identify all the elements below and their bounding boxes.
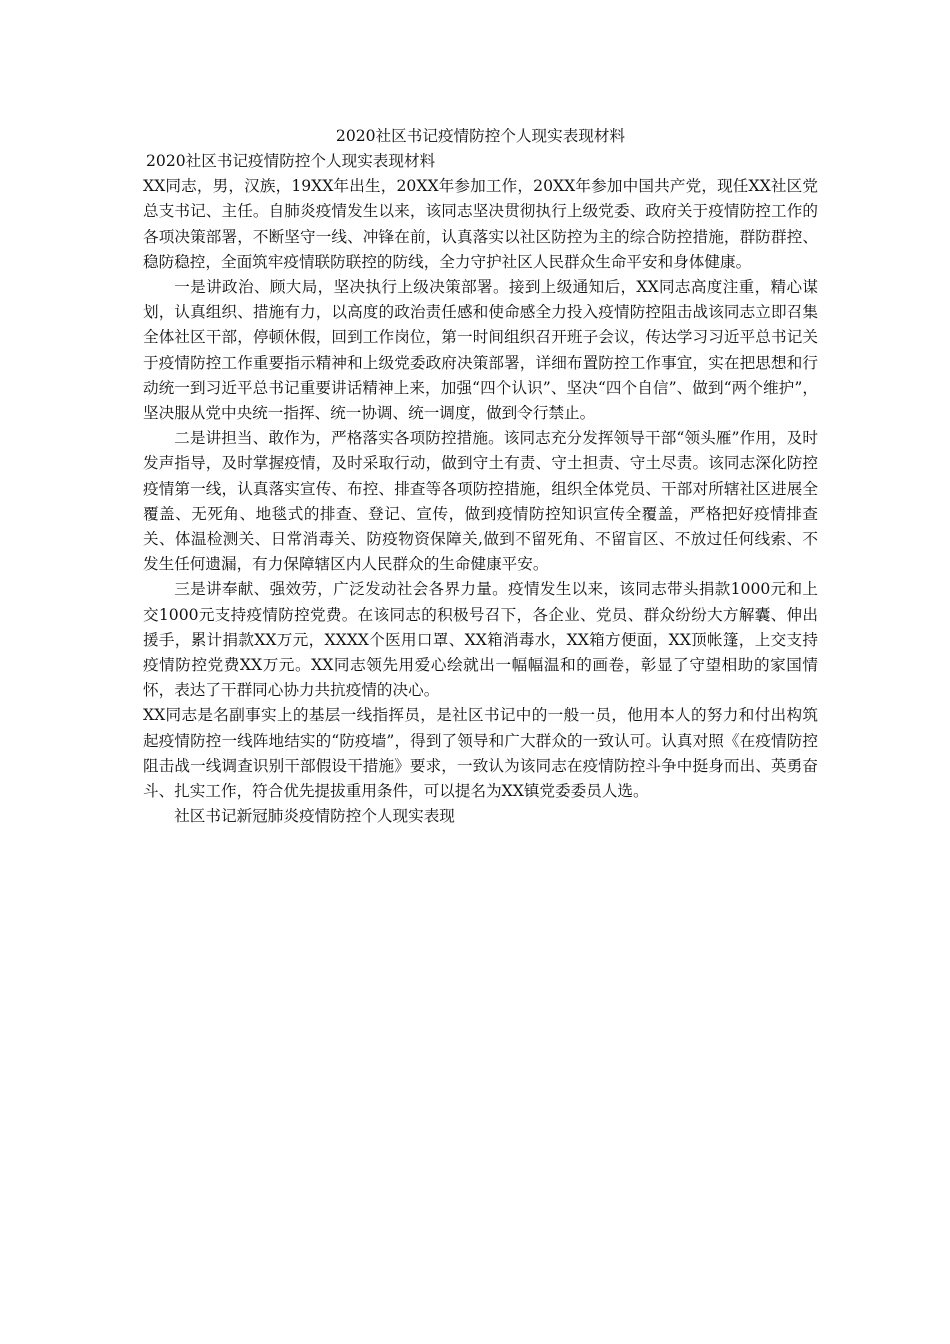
document-title: 2020社区书记疫情防控个人现实表现材料 bbox=[335, 127, 626, 145]
paragraph-intro: XX同志，男，汉族，19XX年出生，20XX年参加工作，20XX年参加中国共产党，现任XX社区党总支书记、主任。自肺炎疫情发生以来，该同志坚决贯彻执行上级党委、政府关于疫情防控工作的各项决策部署，不断坚守一线、冲锋在前，认真落实以社区防控为主的综合防控措施，群防群控、稳防稳控，全面筑牢疫情联防联控的防线，全力守护社区人民群众生命平安和身体健康。 bbox=[143, 177, 818, 271]
paragraph-dedication: 三是讲奉献、强效劳，广泛发动社会各界力量。疫情发生以来，该同志带头捐款1000元和上交1000元支持疫情防控党费。在该同志的积极号召下，各企业、党员、群众纷纷大方解囊、伸出援手，累计捐款XX万元，XXXX个医用口罩、XX箱消毒水，XX箱方便面，XX顶帐篷，上交支持疫情防控党费XX万元。XX同志领先用爱心绘就出一幅幅温和的画卷，彰显了守望相助的家国情怀，表达了干群同心协力共抗疫情的决心。 bbox=[143, 580, 818, 700]
paragraph-conclusion: XX同志是名副事实上的基层一线指挥员，是社区书记中的一般一员，他用本人的努力和付出构筑起疫情防控一线阵地结实的“防疫墙”，得到了领导和广大群众的一致认可。认真对照《在疫情防控阻击战一线调查识别干部假设干措施》要求，一致认为该同志在疫情防控斗争中挺身而出、英勇奋斗、扎实工作，符合优先提拔重用条件，可以提名为XX镇党委委员人选。 bbox=[143, 706, 818, 801]
document-subtitle: 2020社区书记疫情防控个人现实表现材料 bbox=[146, 152, 436, 170]
paragraph-responsibility: 二是讲担当、敢作为，严格落实各项防控措施。该同志充分发挥领导干部“领头雁”作用，及时发声指导，及时掌握疫情，及时采取行动，做到守土有责、守土担责、守土尽责。该同志深化防控疫情第一线，认真落实宣传、布控、排查等各项防控措施，组织全体党员、干部对所辖社区进展全覆盖、无死角、地毯式的排查、登记、宣传，做到疫情防控知识宣传全覆盖，严格把好疫情排查关、体温检测关、日常消毒关、防疫物资保障关,做到不留死角、不留盲区、不放过任何线索、不发生任何遗漏，有力保障辖区内人民群众的生命健康平安。 bbox=[143, 429, 818, 574]
paragraph-footer: 社区书记新冠肺炎疫情防控个人现实表现 bbox=[174, 807, 455, 826]
paragraph-politics: 一是讲政治、顾大局，坚决执行上级决策部署。接到上级通知后，XX同志高度注重，精心谋划，认真组织、措施有力，以高度的政治责任感和使命感全力投入疫情防控阻击战该同志立即召集全体社区干部，停顿休假，回到工作岗位，第一时间组织召开班子会议，传达学习习近平总书记关于疫情防控工作重要指示精神和上级党委政府决策部署，详细布置防控工作事宜，实在把思想和行动统一到习近平总书记重要讲话精神上来，加强“四个认识”、坚决“四个自信”、做到“两个维护”，坚决服从党中央统一指挥、统一协调、统一调度，做到令行禁止。 bbox=[143, 278, 818, 423]
document-page bbox=[143, 124, 818, 829]
